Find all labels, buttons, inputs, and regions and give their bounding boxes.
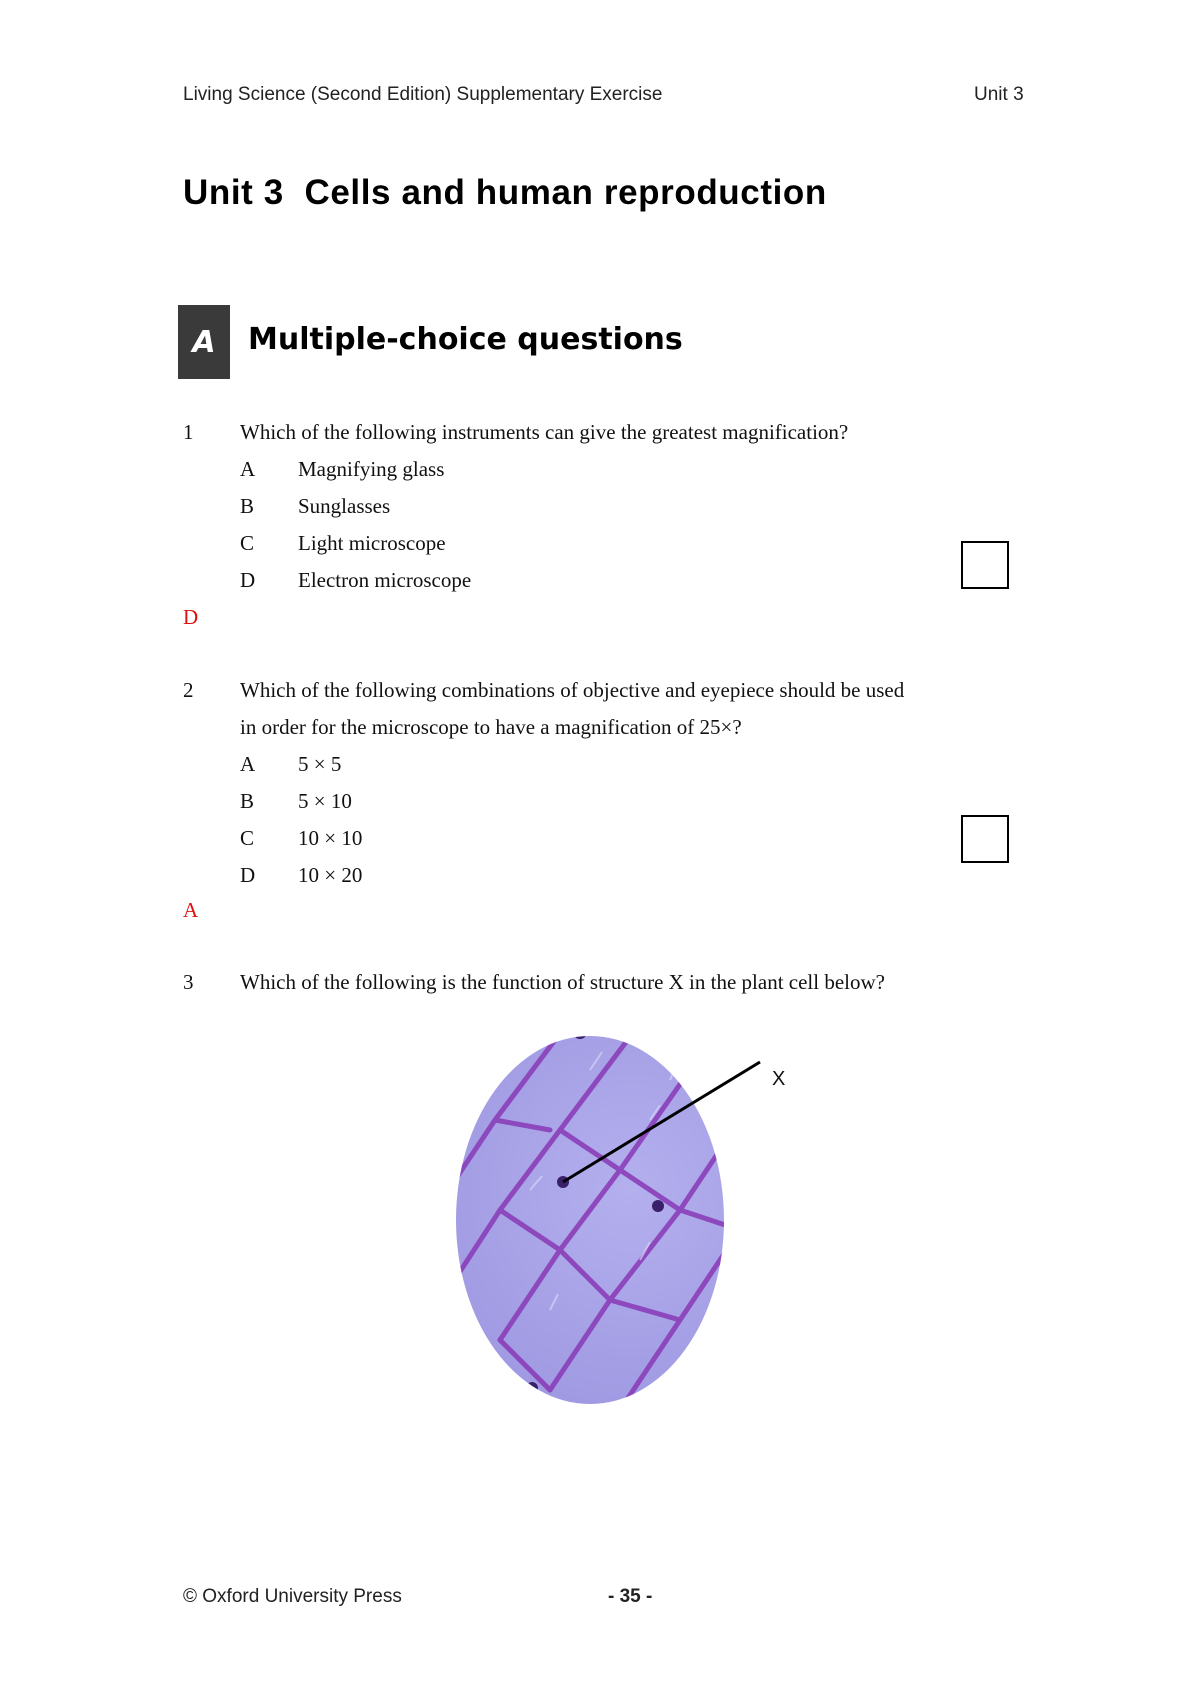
question-2-number: 2: [183, 678, 194, 702]
question-1-text: Which of the following instruments can give the greatest magnification?: [240, 420, 849, 444]
q2-answer: A: [183, 898, 199, 922]
footer-publisher: © Oxford University Press: [183, 1586, 402, 1607]
q2-option-b-text: 5 × 10: [298, 789, 352, 813]
q2-option-b-letter: B: [240, 789, 255, 813]
page-number: [608, 1586, 652, 1608]
q2-option-a-letter: A: [240, 752, 256, 776]
q1-option-a-letter: A: [240, 457, 256, 481]
question-2-text-line1: Which of the following combinations of objective and eyepiece should be used: [240, 678, 905, 702]
running-header: Living Science (Second Edition) Supplementary Exercise: [183, 84, 663, 105]
q2-answer-box[interactable]: [961, 815, 1009, 863]
running-header-unit: Unit 3: [974, 84, 1024, 105]
q2-option-a-text: 5 × 5: [298, 752, 342, 776]
plant-cell-micrograph: [440, 1010, 820, 1410]
q1-option-c-letter: C: [240, 531, 255, 555]
question-3-number: 3: [183, 970, 194, 994]
question-3-text: Which of the following is the function of structure X in the plant cell below?: [240, 970, 885, 994]
page-number-text: - 35 -: [608, 1586, 653, 1607]
figure-label-x: X: [772, 1068, 786, 1090]
q1-answer-box[interactable]: [961, 541, 1009, 589]
q2-option-c-text: 10 × 10: [298, 826, 363, 850]
question-2-text-line2: in order for the microscope to have a magnification of 25×?: [240, 715, 742, 739]
section-title: Multiple-choice questions: [248, 322, 683, 357]
q1-answer: D: [183, 605, 199, 629]
q2-option-d-letter: D: [240, 863, 256, 887]
unit-title: Unit 3 Cells and human reproduction: [183, 173, 827, 212]
question-1-number: 1: [183, 420, 194, 444]
q1-option-d-letter: D: [240, 568, 256, 592]
section-letter-badge: A: [178, 305, 230, 379]
q2-option-d-text: 10 × 20: [298, 863, 363, 887]
q1-option-c-text: Light microscope: [298, 531, 446, 555]
q1-option-b-letter: B: [240, 494, 255, 518]
q1-option-b-text: Sunglasses: [298, 494, 391, 518]
q2-option-c-letter: C: [240, 826, 255, 850]
q1-option-d-text: Electron microscope: [298, 568, 472, 592]
q1-option-a-text: Magnifying glass: [298, 457, 445, 481]
